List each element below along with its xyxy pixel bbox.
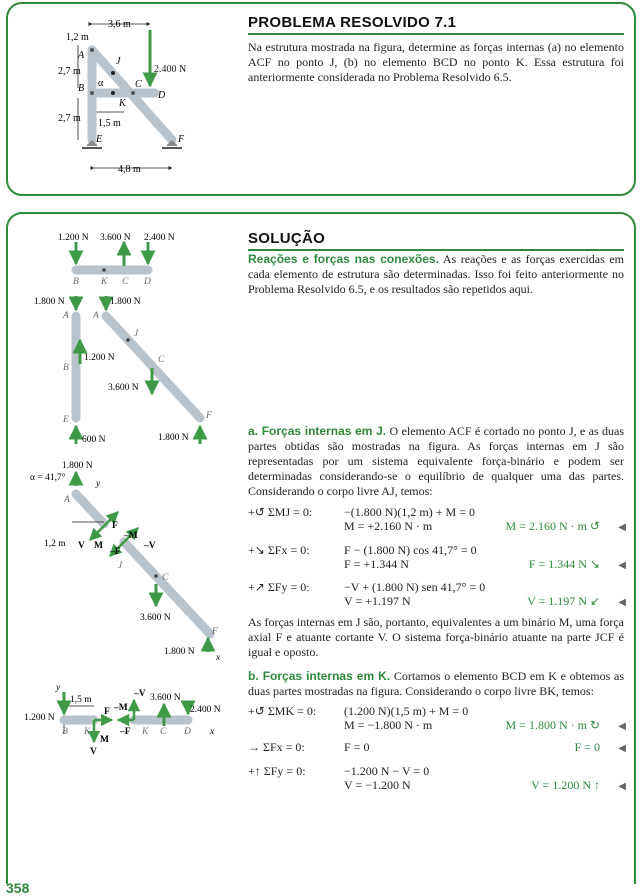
dim-15: 1,5 m [98,118,121,129]
force-3600-c: 3.600 N [140,613,171,623]
eqA-row-1 [248,505,628,537]
eq-label: +↗ ΣFy = 0: [248,580,310,594]
fbd-figure [0,222,240,882]
eq-result: M = 2.160 N · m ↺ [505,519,600,533]
partA-head: a. Forças internas em J. [248,424,387,438]
svg-text:J: J [134,329,139,339]
eqA-row-3 [248,580,628,612]
label-M-2: M [100,735,109,745]
eq-line2: M = +2.160 N · m [344,519,433,533]
eq-label: +↘ ΣFx = 0: [248,543,310,557]
structure-figure [0,0,240,190]
pt-J: J [116,56,121,67]
svg-text:B: B [73,277,79,287]
eq-result: F = 1.344 N ↘ [528,557,600,571]
svg-text:K: K [84,727,91,737]
alpha-value: α = 41,7° [30,473,66,483]
force-3600: 3.600 N [100,233,131,243]
eqB-row-3 [248,764,628,796]
reactions-paragraph [248,252,624,297]
force-600: 600 N [82,435,106,445]
svg-text:F: F [212,627,218,637]
eq-label: +↑ ΣFy = 0: [248,764,306,778]
problem-text: Na estrutura mostrada na figura, determine as forças internas (a) no elemento ACF no ponto J, (b) no elemento BCD no ponto K. Essa estrutura foi anteriormente considerada no Problema Resolvido 6.5. [248,40,624,84]
dim-15-b: 1,5 m [70,695,92,705]
label-F-2: F [104,707,110,717]
label-V-2: V [90,747,97,757]
problem-title: PROBLEMA RESOLVIDO 7.1 [248,14,624,35]
triangle-icon: ◀ [618,721,626,732]
partB-paragraph [248,669,624,699]
partA-paragraph [248,424,624,499]
label-minus-F-2: –F [120,727,131,737]
dim-27b: 2,7 m [58,113,81,124]
triangle-icon: ◀ [618,781,626,792]
eq-line1: −1.200 N − V = 0 [344,764,430,778]
pt-C: C [135,79,142,90]
dim-12-b: 1,2 m [44,539,66,549]
eq-result: V = 1.200 N ↑ [531,778,600,792]
svg-text:K: K [142,727,149,737]
force-1800-b: 1.800 N [110,297,141,307]
partA-text: O elemento ACF é cortado no ponto J, e as duas partes obtidas são mostradas na figura. As forças internas em J são representadas por um sistema equivalente força-binário e podem ser determinadas considerando-se o equilíbrio de qualquer uma das partes. Considerando o corpo livre AJ, temos: [248,424,625,498]
svg-text:C: C [122,277,129,287]
label-F: F [112,521,118,531]
solution-title: SOLUÇÃO [248,230,624,251]
eq-line1: (1.200 N)(1,5 m) + M = 0 [344,704,469,718]
triangle-icon: ◀ [618,743,626,754]
force-2400: 2.400 N [144,233,175,243]
alpha-label: α [98,78,104,89]
force-1800-d: 1.800 N [62,461,93,471]
force-1800-c: 1.800 N [158,433,189,443]
label-minus-M-2: –M [114,703,128,713]
eq-line1: F − (1.800 N) cos 41,7° = 0 [344,543,477,557]
label-minus-M: –M [124,531,138,541]
eq-line2: V = −1.200 N [344,778,411,792]
svg-text:C: C [160,727,167,737]
pt-F: F [178,134,185,145]
eq-result: M = 1.800 N · m ↻ [505,718,600,732]
eq-line1: −V + (1.800 N) sen 41,7° = 0 [344,580,486,594]
pt-E: E [96,134,103,145]
label-M: M [94,541,103,551]
axis-y-2: y [56,683,61,693]
pt-A: A [78,50,85,61]
pt-D: D [158,90,166,101]
eq-label: → ΣFx = 0: [248,740,305,754]
svg-text:K: K [101,277,108,287]
svg-text:B: B [62,727,68,737]
eqB-row-2 [248,740,628,760]
reactions-head: Reações e forças nas conexões. [248,252,439,266]
force-1800-a: 1.800 N [34,297,65,307]
label-minus-V-2: –V [134,689,146,699]
svg-text:F: F [206,411,212,421]
svg-text:A: A [93,311,99,321]
svg-text:C: C [158,355,165,365]
eq-label: +↺ ΣMK = 0: [248,704,317,718]
svg-text:A: A [64,495,70,505]
load-label: 2.400 N [154,64,187,75]
axis-x: x [216,653,221,663]
eqB-row-1 [248,704,628,736]
dim-top: 3,6 m [108,19,131,30]
page-number: 358 [6,880,30,896]
force-1200-c: 1.200 N [24,713,55,723]
svg-text:B: B [63,363,69,373]
partA-conclusion: As forças internas em J são, portanto, equivalentes a um binário M, uma força axial F e atuante cortante V. O sistema força-binário atuante na parte JCF é igual e oposto. [248,615,624,659]
eq-line1: −(1.800 N)(1,2 m) + M = 0 [344,505,475,519]
force-3600-b: 3.600 N [108,383,139,393]
dim-48: 4,8 m [118,164,141,175]
label-minus-V: –V [144,541,156,551]
partB-text: Cortamos o elemento BCD em K e obtemos as duas partes mostradas na figura. Considerando o corpo livre BK, temos: [248,669,624,698]
eq-line2: M = −1.800 N · m [344,718,433,732]
force-1200-b: 1.200 N [84,353,115,363]
eq-result: V = 1.197 N ↙ [527,594,600,608]
dim-12: 1,2 m [66,32,89,43]
eq-line1: F = 0 [344,740,370,754]
pt-K: K [119,98,126,109]
force-1800-e: 1.800 N [164,647,195,657]
label-minus-F: –F [110,547,121,557]
force-2400-b: 2.400 N [190,705,221,715]
label-V: V [78,541,85,551]
force-3600-d: 3.600 N [150,693,181,703]
svg-text:C: C [162,573,169,583]
svg-text:D: D [184,727,191,737]
svg-text:J: J [118,561,123,571]
force-1200: 1.200 N [58,233,89,243]
pt-B: B [78,83,85,94]
eq-result: F = 0 [574,740,600,754]
axis-x-2: x [210,727,215,737]
triangle-icon: ◀ [618,522,626,533]
partB-head: b. Forças internas em K. [248,669,391,683]
svg-text:A: A [63,311,69,321]
axis-y: y [96,479,101,489]
reactions-text: As reações e as forças exercidas em cada elemento de estrutura são determinadas. Isso foi feito anteriormente no Problema Resolvido 6.5, e os resultados são repetidos aqui. [248,252,624,296]
svg-text:E: E [63,415,69,425]
dim-27a: 2,7 m [58,66,81,77]
triangle-icon: ◀ [618,560,626,571]
eq-line2: F = +1.344 N [344,557,409,571]
eqA-row-2 [248,543,628,575]
eq-line2: V = +1.197 N [344,594,411,608]
eq-label: +↺ ΣMJ = 0: [248,505,313,519]
svg-text:D: D [144,277,151,287]
triangle-icon: ◀ [618,597,626,608]
